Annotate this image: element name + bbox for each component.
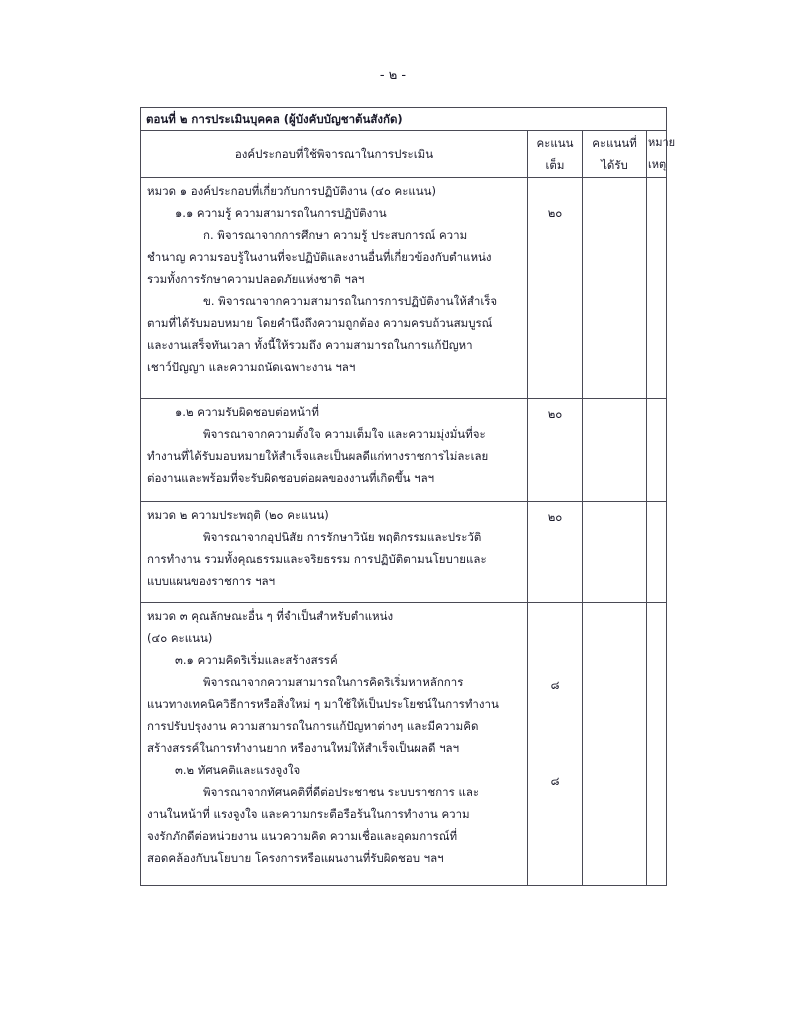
item-1-2-title: ๑.๒ ความรับผิดชอบต่อหน้าที่: [175, 405, 319, 419]
header-received-score: คะแนนที่ ได้รับ: [583, 131, 647, 178]
item-3-1-full-score: ๘: [550, 678, 560, 692]
header-row: [141, 131, 667, 178]
item-1-1-remark[interactable]: [647, 178, 667, 399]
item-1-2-remark[interactable]: [647, 399, 667, 502]
item-1-1-title: ๑.๑ ความรู้ ความสามารถในการปฏิบัติงาน: [175, 206, 387, 220]
section-1-heading: หมวด ๑ องค์ประกอบที่เกี่ยวกับการปฏิบัติงาน (๔๐ คะแนน): [147, 184, 436, 198]
item-1-2-full-score: ๒๐: [528, 399, 583, 502]
table-row: [141, 502, 667, 603]
section-2-remark[interactable]: [647, 502, 667, 603]
table-row: [141, 399, 667, 502]
header-full-score: คะแนน เต็ม: [528, 131, 583, 178]
section-3-received-score[interactable]: [583, 603, 647, 886]
section-3-full-scores: [528, 603, 583, 886]
section-3-heading: หมวด ๓ คุณลักษณะอื่น ๆ ที่จำเป็นสำหรับตำแหน่ง: [147, 609, 394, 623]
item-1-2-description: ๑.๒ ความรับผิดชอบต่อหน้าที่ พิจารณาจากความตั้งใจ ความเต็มใจ และความมุ่งมั่นที่จะ ทำงานที่ได้รับมอบหมายให้สำเร็จและเป็นผลดีแก่ทางราชการไม่ละเลย ต่องานและพร้อมที่จะรับผิดชอบต่อผลของงานที่เกิดขึ้น ฯลฯ: [141, 399, 528, 502]
item-3-2-title: ๓.๒ ทัศนคติและแรงจูงใจ: [175, 763, 301, 777]
item-3-2-full-score: ๘: [550, 774, 560, 788]
item-1-2-received-score[interactable]: [583, 399, 647, 502]
table-title: ตอนที่ ๒ การประเมินบุคคล (ผู้บังคับบัญชาต้นสังกัด): [141, 108, 667, 131]
table-row: [141, 178, 667, 399]
header-remark: หมาย เหตุ: [647, 131, 667, 178]
section-2-heading: หมวด ๒ ความประพฤติ (๒๐ คะแนน): [147, 508, 329, 522]
item-3-1-title: ๓.๑ ความคิดริเริ่มและสร้างสรรค์: [175, 653, 338, 667]
section-1-item-1-description: หมวด ๑ องค์ประกอบที่เกี่ยวกับการปฏิบัติงาน (๔๐ คะแนน) ๑.๑ ความรู้ ความสามารถในการปฏิบัติงาน ก. พิจารณาจากการศึกษา ความรู้ ประสบการณ์ ความ ชำนาญ ความรอบรู้ในงานที่จะปฏิบัติและงานอื่นที่เกี่ยวข้องกับตำแหน่ง รวมทั้งการรักษาความปลอดภัยแห่งชาติ ฯลฯ ข. พิจารณาจากความสามารถในการการปฏิบัติงานให้สำเร็จ ตามที่ได้รับมอบหมาย โดยคำนึงถึงความถูกต้อง ความครบถ้วนสมบูรณ์ และงานเสร็จทันเวลา ทั้งนี้ให้รวมถึง ความสามารถในการแก้ปัญหา เชาว์ปัญญา และความถนัดเฉพาะงาน ฯลฯ: [141, 178, 528, 399]
section-2-full-score: ๒๐: [528, 502, 583, 603]
header-criteria: องค์ประกอบที่ใช้พิจารณาในการประเมิน: [141, 131, 528, 178]
section-3-remark[interactable]: [647, 603, 667, 886]
page-number: - ๒ -: [379, 68, 407, 83]
item-1-1-received-score[interactable]: [583, 178, 647, 399]
section-2-description: หมวด ๒ ความประพฤติ (๒๐ คะแนน) พิจารณาจากอุปนิสัย การรักษาวินัย พฤติกรรมและประวัติ การทำงาน รวมทั้งคุณธรรมและจริยธรรม การปฏิบัติตามนโยบายและ แบบแผนของราชการ ฯลฯ: [141, 502, 528, 603]
evaluation-table: [140, 107, 676, 886]
table-row: [141, 603, 667, 886]
section-2-received-score[interactable]: [583, 502, 647, 603]
item-1-1-full-score: ๒๐: [528, 178, 583, 399]
section-3-description: หมวด ๓ คุณลักษณะอื่น ๆ ที่จำเป็นสำหรับตำแหน่ง (๔๐ คะแนน) ๓.๑ ความคิดริเริ่มและสร้างสรรค์ พิจารณาจากความสามารถในการคิดริเริ่มหาหลักการ แนวทางเทคนิควิธีการหรือสิ่งใหม่ ๆ มาใช้ให้เป็นประโยชน์ในการทำงาน การปรับปรุงงาน ความสามารถในการแก้ปัญหาต่างๆ และมีความคิด สร้างสรรค์ในการทำงานยาก หรืองานใหม่ให้สำเร็จเป็นผลดี ฯลฯ ๓.๒ ทัศนคติและแรงจูงใจ พิจารณาจากทัศนคติที่ดีต่อประชาชน ระบบราชการ และ งานในหน้าที่ แรงจูงใจ และความกระตือรือร้นในการทำงาน ความ จงรักภักดีต่อหน่วยงาน แนวความคิด ความเชื่อและอุดมการณ์ที่ สอดคล้องกับนโยบาย โครงการหรือแผนงานที่รับผิดชอบ ฯลฯ: [141, 603, 528, 886]
